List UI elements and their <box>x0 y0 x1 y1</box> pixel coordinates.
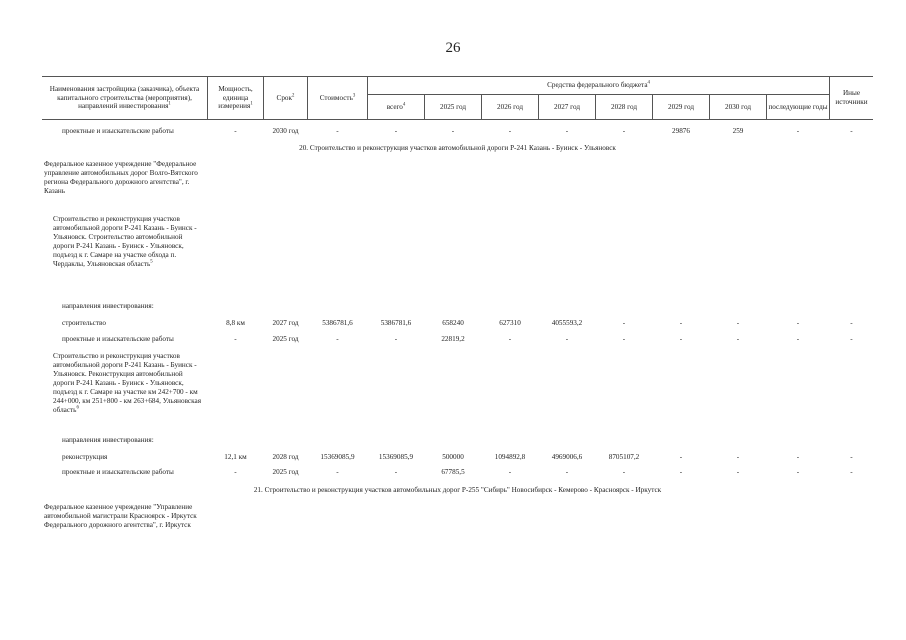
row-2025: 67785,5 <box>441 468 465 476</box>
row-2029: 29876 <box>672 127 690 135</box>
row-2028: - <box>622 468 626 476</box>
row-cost: 5386781,6 <box>322 319 353 327</box>
header-capacity-text: Мощность, единица измерения <box>218 85 253 111</box>
header-term-text: Срок <box>276 93 293 102</box>
row-label: проектные и изыскательские работы <box>62 335 174 343</box>
section-title: 20. Строительство и реконструкция участков автомобильной дороги Р-241 Казань - Буинск - Ульяновск <box>299 144 616 152</box>
row-2026: 1094892,8 <box>494 453 526 461</box>
organization-name: Федеральное казенное учреждение "Управление автомобильной магистрали Красноярск - Иркутск Федерального дорожного агентства", г. Иркутск <box>44 503 197 529</box>
header-2029-text: 2029 год <box>668 102 694 111</box>
header-2027-text: 2027 год <box>554 102 580 111</box>
row-other: - <box>850 127 853 135</box>
row-later: - <box>796 319 800 327</box>
row-other: - <box>850 468 853 476</box>
row-later: - <box>796 468 800 476</box>
header-2026-text: 2026 год <box>497 102 523 111</box>
row-2026: 627310 <box>499 319 521 327</box>
row-2026: - <box>508 468 512 476</box>
row-term: 2027 год <box>272 319 299 327</box>
header-2030-text: 2030 год <box>725 102 751 111</box>
header-name-text: Наименования застройщика (заказчика), объекта капитального строительства (мероприятия), направлений инвестирования <box>49 85 200 111</box>
row-2027: - <box>565 127 569 135</box>
organization-name: Федеральное казенное учреждение "Федеральное управление автомобильных дорог Волго-Вятского региона Федерального дорожного агентства", г. Казань <box>44 160 198 195</box>
row-later: - <box>796 335 800 343</box>
footnote-mark: 1 <box>168 101 171 107</box>
footnote-mark: 3 <box>352 93 356 99</box>
header-2028-cell <box>596 95 652 119</box>
header-later-cell <box>767 95 829 119</box>
row-2028: - <box>622 127 626 135</box>
row-term: 2025 год <box>272 468 299 476</box>
investment-directions-label: направления инвестирования: <box>62 302 154 310</box>
header-2025-cell <box>425 95 481 119</box>
row-term: 2028 год <box>272 453 299 461</box>
row-2029: - <box>679 468 683 476</box>
object-name <box>53 352 205 415</box>
header-other-cell <box>830 77 873 119</box>
row-cost: - <box>336 127 339 135</box>
row-label: строительство <box>62 319 106 327</box>
row-total: 15369085,9 <box>378 453 414 461</box>
row-other: - <box>850 453 853 461</box>
object-name-text: Строительство и реконструкция участков автомобильной дороги Р-241 Казань - Буинск - Ульяновск. Строительство автомобильной дороги Р-241 Казань - Буинск - Ульяновск, подъезд к г. Самаре на участке обхода п. Чердаклы, Ульяновская область <box>53 215 197 268</box>
row-capacity: - <box>234 468 237 476</box>
row-2027: - <box>565 335 569 343</box>
row-2026: - <box>508 127 512 135</box>
row-2029: - <box>679 319 683 327</box>
header-federal-cell <box>368 77 829 94</box>
section-title: 21. Строительство и реконструкция участков автомобильных дорог Р-255 "Сибирь" Новосибирск - Кемерово - Красноярск - Иркутск <box>253 486 662 494</box>
row-later: - <box>796 453 800 461</box>
row-2030: - <box>736 468 740 476</box>
row-term: 2025 год <box>272 335 299 343</box>
row-2025: 500000 <box>442 453 464 461</box>
row-2028: - <box>622 335 626 343</box>
row-2030: - <box>736 453 740 461</box>
header-other-text: Иные источники <box>835 89 868 106</box>
page-number: 26 <box>445 40 461 56</box>
header-cost-text: Стоимость <box>319 93 353 102</box>
row-label: реконструкция <box>62 453 108 461</box>
row-total: - <box>394 127 398 135</box>
row-term: 2030 год <box>272 127 299 135</box>
row-other: - <box>850 319 853 327</box>
header-term-cell <box>264 77 307 119</box>
object-name-text: Строительство и реконструкция участков автомобильной дороги Р-241 Казань - Буинск - Ульяновск. Реконструкция автомобильной дороги Р-241 Казань - Буинск - Ульяновск, подъезд к г. Самаре на участке км 242+700 - км 244+000, км 251+800 - км 263+684, Ульяновская область <box>53 352 202 414</box>
header-2030-cell <box>710 95 766 119</box>
header-2027-cell <box>539 95 595 119</box>
row-label: проектные и изыскательские работы <box>62 468 174 476</box>
header-2026-cell <box>482 95 538 119</box>
row-total: 5386781,6 <box>380 319 412 327</box>
row-2026: - <box>508 335 512 343</box>
row-2030: - <box>736 335 740 343</box>
header-2028-text: 2028 год <box>611 102 637 111</box>
row-other: - <box>850 335 853 343</box>
row-2027: - <box>565 468 569 476</box>
row-2027: 4055593,2 <box>551 319 583 327</box>
investment-directions-label: направления инвестирования: <box>62 436 154 444</box>
header-total-text: всего <box>386 102 403 111</box>
footnote-mark: 6 <box>76 405 79 411</box>
header-cost-cell <box>308 77 367 119</box>
footnote-mark: 2 <box>292 93 295 99</box>
row-cost: - <box>336 335 339 343</box>
row-later: - <box>796 127 800 135</box>
row-capacity: - <box>234 127 237 135</box>
footnote-mark: 4 <box>402 102 406 108</box>
header-total-cell <box>368 95 424 119</box>
footnote-mark: 4 <box>647 80 650 86</box>
row-2025: 22819,2 <box>441 335 465 343</box>
row-cost: 15369085,9 <box>320 453 355 461</box>
row-2025: - <box>451 127 455 135</box>
header-capacity-cell <box>208 77 263 119</box>
row-2029: - <box>679 453 683 461</box>
row-capacity: - <box>234 335 237 343</box>
header-2025-text: 2025 год <box>440 102 466 111</box>
row-2028: 8705107,2 <box>608 453 640 461</box>
row-capacity: 8,8 км <box>226 319 245 327</box>
row-2030: - <box>736 319 740 327</box>
row-2028: - <box>622 319 626 327</box>
row-2030: 259 <box>732 127 744 135</box>
row-label: проектные и изыскательские работы <box>62 127 174 135</box>
row-2029: - <box>679 335 683 343</box>
row-total: - <box>394 335 398 343</box>
header-federal-text: Средства федерального бюджета <box>547 81 648 90</box>
header-2029-cell <box>653 95 709 119</box>
row-capacity: 12,1 км <box>224 453 247 461</box>
header-bottom-border <box>42 119 873 120</box>
header-later-text: последующие годы <box>768 102 828 111</box>
row-2027: 4969006,6 <box>551 453 583 461</box>
footnote-mark: 5 <box>150 259 153 265</box>
row-total: - <box>394 468 398 476</box>
footnote-mark: 1 <box>250 101 253 107</box>
object-name <box>53 215 203 269</box>
header-name-cell <box>42 77 207 119</box>
row-2025: 658240 <box>442 319 464 327</box>
row-cost: - <box>336 468 339 476</box>
